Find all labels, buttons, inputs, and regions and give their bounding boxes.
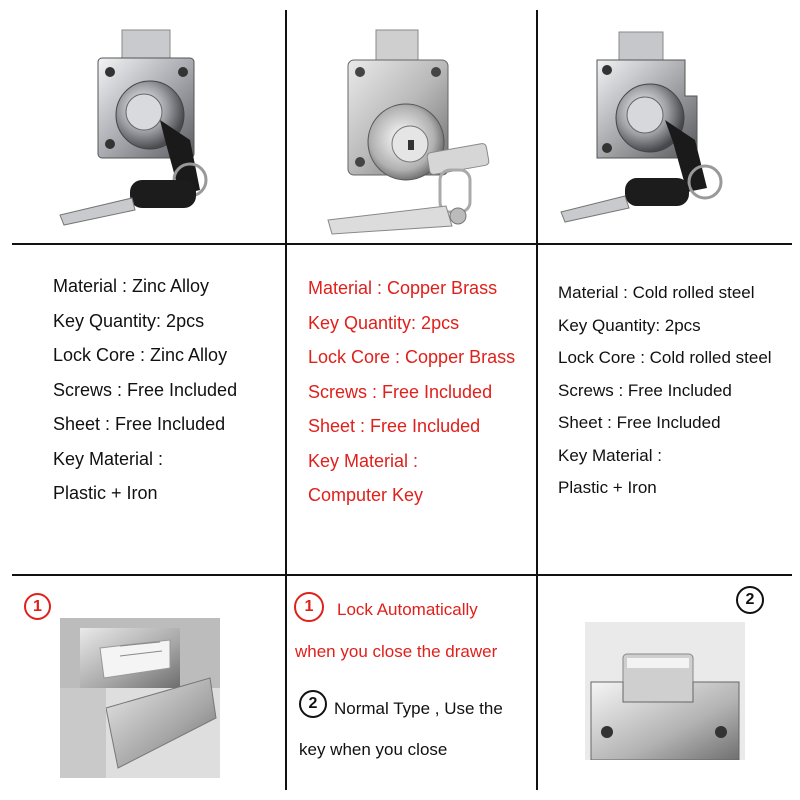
spec-material: Material : Cold rolled steel	[558, 283, 755, 302]
spec-lock-core: Lock Core : Cold rolled steel	[558, 348, 772, 367]
spec-lock-core: Lock Core : Copper Brass	[308, 347, 516, 367]
spec-key-material-value: Plastic + Iron	[53, 483, 158, 503]
badge-one: 1	[24, 593, 51, 620]
spec-list-zinc	[53, 269, 237, 511]
spec-lock-core: Lock Core : Zinc Alloy	[53, 345, 228, 365]
spec-key-material-label: Key Material :	[53, 448, 164, 469]
badge-one: 1	[294, 592, 324, 622]
note-use-key: key when you close	[299, 740, 448, 759]
note-normal-type: Normal Type , Use the	[334, 699, 503, 718]
spec-material: Material : Copper Brass	[308, 278, 498, 298]
divider-horizontal-2	[12, 574, 792, 576]
note-lock-automatically: Lock Automatically	[337, 600, 478, 619]
divider-horizontal-1	[12, 243, 792, 245]
spec-key-material-value: Plastic + Iron	[558, 478, 657, 497]
badge-two: 2	[299, 690, 327, 718]
spec-key-quantity: Key Quantity: 2pcs	[308, 312, 460, 333]
lock-image-brass	[318, 20, 528, 240]
spec-screws: Screws : Free Included	[308, 381, 493, 402]
spec-key-material-value: Computer Key	[308, 485, 424, 505]
spec-material: Material : Zinc Alloy	[53, 276, 210, 296]
normal-latch-detail-image	[585, 622, 745, 760]
note-close-drawer: when you close the drawer	[295, 642, 498, 661]
spec-sheet: Sheet : Free Included	[558, 413, 721, 432]
spec-key-quantity: Key Quantity: 2pcs	[53, 310, 205, 331]
lock-image-steel	[555, 20, 785, 235]
spec-screws: Screws : Free Included	[53, 379, 238, 400]
divider-vertical-2	[536, 10, 538, 790]
spec-screws: Screws : Free Included	[558, 380, 732, 400]
spec-sheet: Sheet : Free Included	[308, 416, 481, 436]
spec-list-brass	[308, 271, 515, 513]
spec-sheet: Sheet : Free Included	[53, 414, 226, 434]
spec-key-quantity: Key Quantity: 2pcs	[558, 315, 701, 335]
spec-list-steel	[558, 277, 772, 505]
spec-key-material-label: Key Material :	[308, 450, 419, 471]
badge-two: 2	[736, 586, 764, 614]
lock-image-zinc	[40, 20, 270, 235]
spec-key-material-label: Key Material :	[558, 445, 662, 465]
divider-vertical-1	[285, 10, 287, 790]
auto-latch-detail-image	[60, 618, 220, 778]
